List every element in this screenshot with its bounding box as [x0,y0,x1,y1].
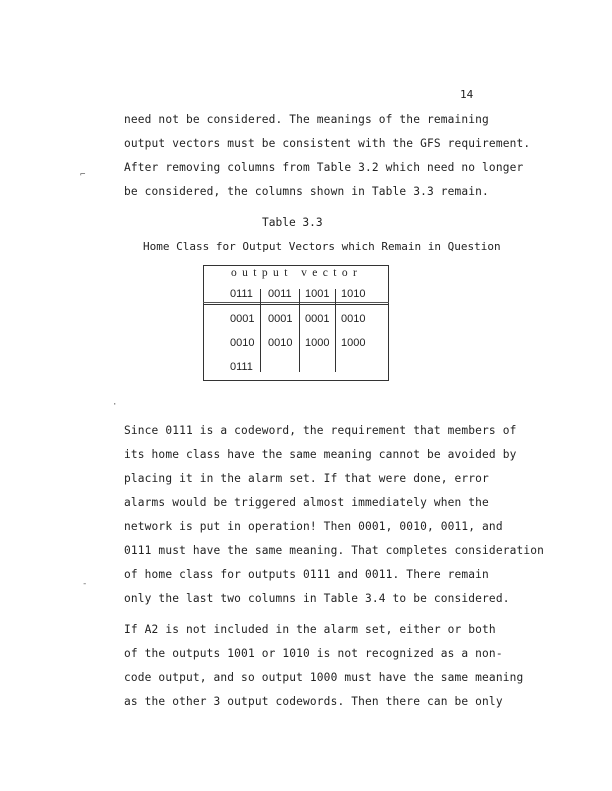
text-line: its home class have the same meaning cannot be avoided by [124,448,517,461]
scan-speck: ⌐ [80,170,86,180]
table-left-rule [203,265,204,381]
text-line: of the outputs 1001 or 1010 is not recognized as a non- [124,647,503,660]
text-line: Since 0111 is a codeword, the requirement that members of [124,424,517,437]
header-separator [203,304,389,305]
scan-speck: · [112,400,118,410]
table-cell: 0001 [268,313,293,325]
text-line: output vectors must be consistent with the GFS requirement. [124,137,531,150]
page-number: 14 [460,88,474,101]
column-rule-3 [335,289,336,372]
table-cell: 0010 [230,337,255,349]
text-line: alarms would be triggered almost immediately when the [124,496,489,509]
table-cell: 1000 [341,337,366,349]
text-line: network is put in operation! Then 0001, 0010, 0011, and [124,520,503,533]
text-line: be considered, the columns shown in Table 3.3 remain. [124,185,489,198]
table-cell: 0001 [305,313,330,325]
table-header: output vector [231,267,363,279]
table-top-rule [203,265,389,266]
table-caption: Home Class for Output Vectors which Remain in Question [143,240,501,253]
table-cell: 1000 [305,337,330,349]
text-line: as the other 3 output codewords. Then there can be only [124,695,503,708]
column-heading: 1001 [305,288,330,300]
text-line: code output, and so output 1000 must have the same meaning [124,671,524,684]
text-line: If A2 is not included in the alarm set, either or both [124,623,496,636]
scan-speck: - [82,579,88,589]
table-cell: 0010 [268,337,293,349]
header-separator-second [203,302,389,303]
text-line: After removing columns from Table 3.2 which need no longer [124,161,524,174]
column-rule-1 [260,289,261,372]
column-rule-2 [299,289,300,372]
table-right-rule [388,265,389,381]
table-cell: 0111 [230,361,253,373]
table-cell: 0010 [341,313,366,325]
home-class-table [201,265,389,381]
text-line: only the last two columns in Table 3.4 to be considered. [124,592,510,605]
text-line: 0111 must have the same meaning. That completes consideration [124,544,545,557]
column-heading: 0011 [268,288,292,300]
text-line: need not be considered. The meanings of the remaining [124,113,489,126]
column-heading: 0111 [230,288,253,300]
text-line: placing it in the alarm set. If that were done, error [124,472,489,485]
text-line: of home class for outputs 0111 and 0011. There remain [124,568,489,581]
table-cell: 0001 [230,313,255,325]
table-label: Table 3.3 [262,216,323,229]
column-heading: 1010 [341,288,366,300]
table-bottom-rule [203,380,389,381]
